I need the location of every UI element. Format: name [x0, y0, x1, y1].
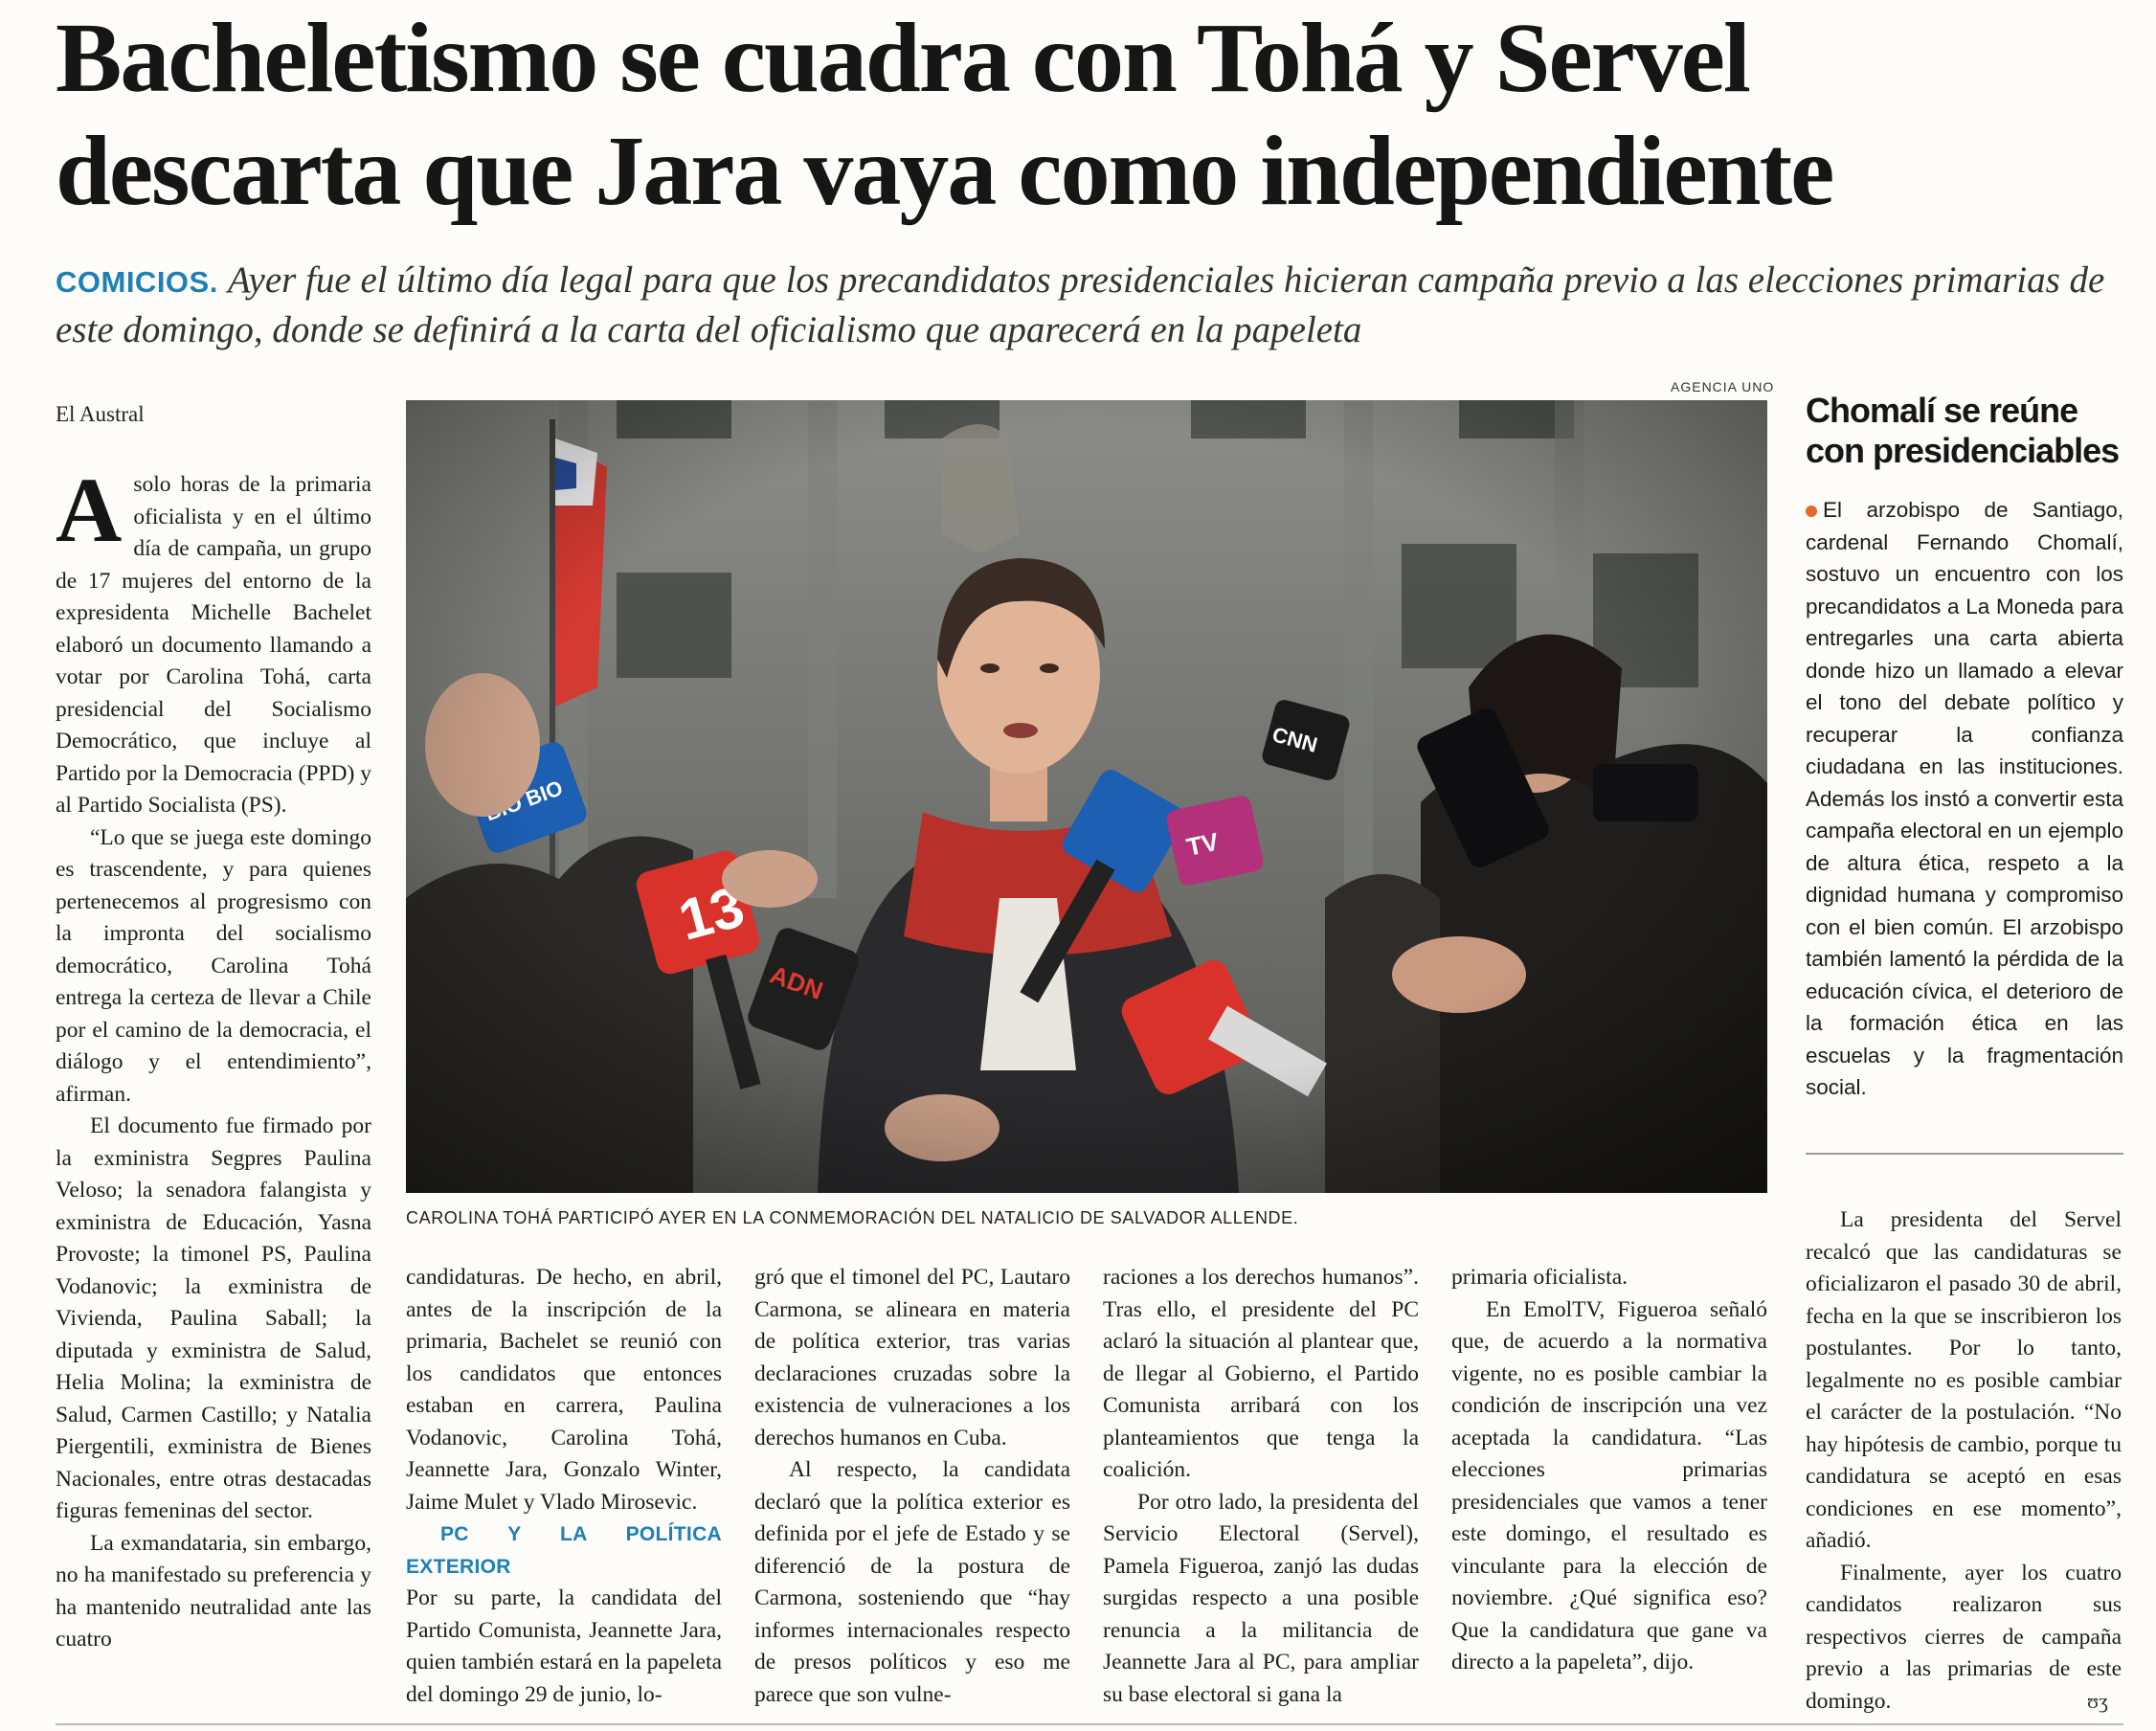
article-column-5 — [1451, 1262, 1767, 1679]
article-paragraph: gró que el timonel del PC, Lautaro Carmona, se alineara en materia de política exterior, tras varias declaraciones cruzadas sobre la existencia de vulneraciones a los derechos humanos en Cuba. — [754, 1265, 1070, 1450]
photo-illustration — [406, 400, 1767, 1193]
headline-line-2: descarta que Jara vaya como independiente — [56, 116, 1833, 226]
article-paragraph: “Lo que se juega este domingo es trascendente, y para quienes pertenecemos al progresismo con la impronta del socialismo democrático, Carolina Tohá entrega la certeza de llevar a Chile por el camino de la democracia, el diálogo y el entendimiento”, afirman. — [56, 824, 371, 1107]
drop-cap: A — [56, 459, 123, 561]
headline — [56, 2, 2114, 228]
article-paragraph: En EmolTV, Figueroa señaló que, de acuerdo a la normativa vigente, no es posible cambiar la condición de inscripción una vez aceptada la candidatura. “Las elecciones primarias presidenciales que vamos a tener este domingo, el resultado es vinculante para la elección de noviembre. ¿Qué significa eso? Que la candidatura que gane va directo a la papeleta”, dijo. — [1451, 1296, 1767, 1675]
article-column-3 — [754, 1262, 1070, 1711]
article-column-4 — [1103, 1262, 1419, 1711]
article-paragraph: candidaturas. De hecho, en abril, antes de la inscripción de la primaria, Bachelet se reunió con los candidatos que entonces estaban en carrera, Paulina Vodanovic, Carolina Tohá, Jeannette Jara, Gonzalo Winter, Jaime Mulet y Vlado Mirosevic. — [406, 1265, 722, 1515]
sidebar-divider — [1806, 1153, 2123, 1155]
byline: El Austral — [56, 402, 145, 426]
article-paragraph: Finalmente, ayer los cuatro candidatos realizaron sus respectivos cierres de campaña previo a las primarias de este domingo. — [1806, 1560, 2122, 1714]
photo-credit: AGENCIA UNO — [1671, 379, 1775, 394]
article-column-6 — [1806, 1204, 2122, 1718]
article-paragraph: La exmandataria, sin embargo, no ha manifestado su preferencia y ha mantenido neutralidad ante las cuatro — [56, 1530, 371, 1652]
subhead-text: Ayer fue el último día legal para que los precandidatos presidenciales hicieran campaña previo a las elecciones primarias de este domingo, donde se definirá a la carta del oficialismo que aparecerá en la papeleta — [56, 259, 2105, 350]
sidebar-body: El arzobispo de Santiago, cardenal Fernando Chomalí, sostuvo un encuentro con los precandidatos a La Moneda para entregarles una carta abierta donde hizo un llamado a elevar el tono del debate político y recuperar la confianza ciudadana en las instituciones. Además los instó a convertir esta campaña electoral en un ejemplo de altura ética, respeto a la dignidad humana y compromiso con el bien común. El arzobispo también lamentó la pérdida de la educación cívica, el deterioro de la formación ética en las escuelas y la fragmentación social. — [1806, 498, 2123, 1099]
article-paragraph: primaria oficialista. — [1451, 1265, 1628, 1290]
article-paragraph: El documento fue firmado por la exministra Segpres Paulina Veloso; la senadora falangista y exministra de Educación, Yasna Provoste; la timonel PS, Paulina Vodanovic; la exministra de Vivienda, Paulina Saball; la diputada y exministra de Salud, Helia Molina; la exministra de Salud, Carmen Castillo; y Natalia Piergentili, exministra de Bienes Nacionales, entre otras destacadas figuras femeninas del sector. — [56, 1113, 371, 1523]
end-mark-icon: ʊʒ — [2087, 1689, 2108, 1713]
sidebar-box — [1806, 391, 2123, 1104]
article-paragraph: A solo horas de la primaria oficialista y en el último día de campaña, un grupo de 17 mujeres del entorno de la expresidenta Michelle Bachelet elaboró un documento llamando a votar por Carolina Tohá, carta presidencial del Socialismo Democrático, que incluye al Partido por la Democracia (PPD) y al Partido Socialista (PS). — [56, 459, 371, 818]
article-paragraph: La presidenta del Servel recalcó que las candidaturas se oficializaron el pasado 30 de abril, fecha en la que se inscribieron los postulantes. Por lo tanto, legalmente no es posible cambiar el carácter de la postulación. “No hay hipótesis de cambio, porque tu candidatura se aceptó en esas condiciones en ese momento”, añadió. — [1806, 1207, 2122, 1553]
subhead-kicker: COMICIOS. — [56, 265, 218, 299]
headline-line-1: Bacheletismo se cuadra con Tohá y Servel — [56, 3, 1749, 113]
photo-caption: CAROLINA TOHÁ PARTICIPÓ AYER EN LA CONMEMORACIÓN DEL NATALICIO DE SALVADOR ALLENDE. — [406, 1208, 1299, 1227]
subhead — [56, 257, 2114, 354]
article-column-2 — [406, 1262, 722, 1711]
bullet-icon — [1806, 506, 1817, 517]
subsection-title: PC Y LA POLÍTICA EXTERIOR — [406, 1523, 722, 1578]
article-paragraph: Por otro lado, la presidenta del Servicio Electoral (Servel), Pamela Figueroa, zanjó las dudas surgidas respecto a una posible renuncia a la militancia de Jeannette Jara al PC, para ampliar su base electoral si gana la — [1103, 1489, 1419, 1707]
sidebar-title: Chomalí se reúne con presidenciables — [1806, 391, 2120, 470]
article-paragraph: Al respecto, la candidata declaró que la política exterior es definida por el jefe de Estado y se diferenció de la postura de Carmona, sosteniendo que “hay informes internacionales respecto de presos políticos y eso me parece que son vulne- — [754, 1457, 1070, 1707]
article-paragraph: raciones a los derechos humanos”. Tras ello, el presidente del PC aclaró la situación al plantear que, de llegar al Gobierno, el Partido Comunista arribará con los planteamientos que tenga la coalición. — [1103, 1265, 1419, 1482]
article-column-1 — [56, 402, 371, 1656]
article-paragraph: Por su parte, la candidata del Partido Comunista, Jeannette Jara, quien también estará en la papeleta del domingo 29 de junio, lo- — [406, 1585, 722, 1707]
press-photo — [406, 400, 1767, 1193]
bottom-divider — [56, 1723, 2123, 1725]
